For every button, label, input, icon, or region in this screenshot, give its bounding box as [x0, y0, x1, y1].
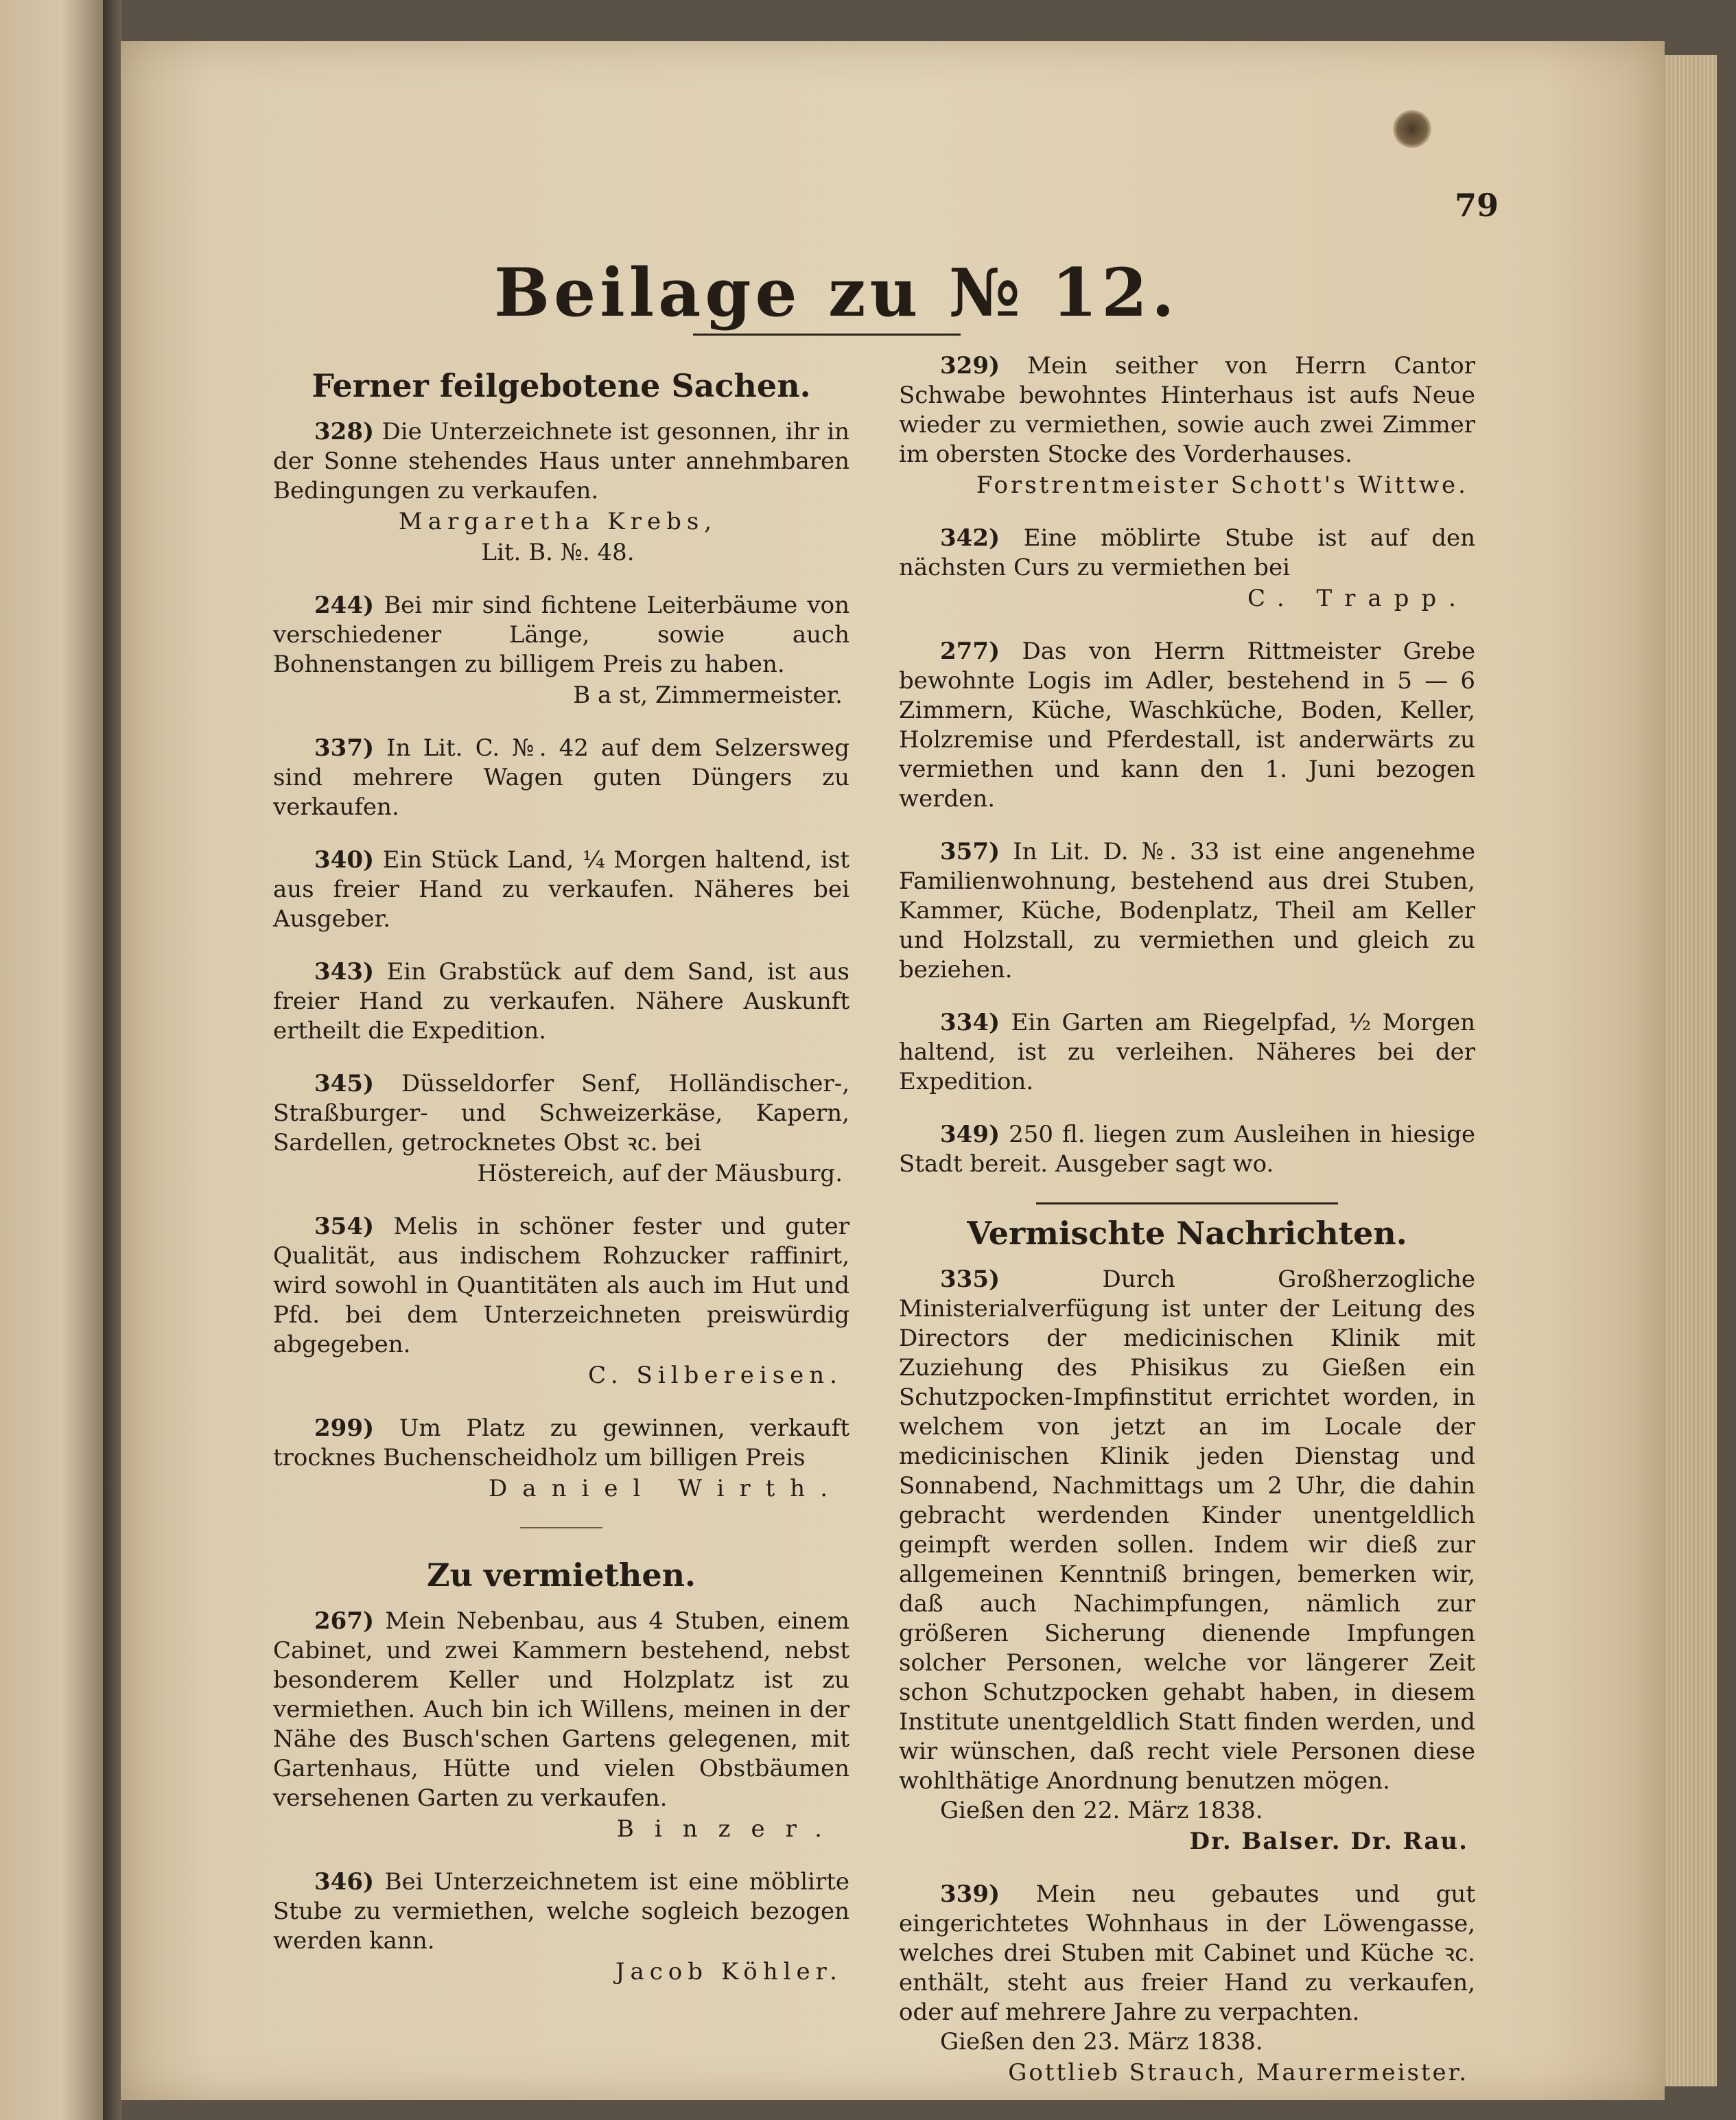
- ad-number: 342): [940, 524, 1000, 552]
- ad-267: [273, 1607, 849, 1844]
- ad-number: 349): [940, 1121, 1000, 1148]
- ad-328: [273, 417, 849, 568]
- ad-text: Mein seither von Herrn Cantor Schwabe bewohntes Hinterhaus ist aufs Neue wieder zu vermiethen, sowie auch zwei Zimmer im obersten Stocke des Vorderhauses.: [899, 352, 1475, 468]
- ad-339: [899, 1880, 1475, 2088]
- ad-number: 343): [314, 958, 375, 986]
- ad-number: 337): [314, 734, 375, 762]
- book-gutter: [103, 0, 122, 2120]
- ad-text: Ein Grabstück auf dem Sand, ist aus freier Hand zu verkaufen. Nähere Auskunft ertheilt die Expedition.: [273, 958, 849, 1045]
- left-page-edge: [0, 0, 103, 2120]
- ad-number: 340): [314, 846, 375, 874]
- ad-text: Melis in schöner fester und guter Qualität, aus indischem Rohzucker raffinirt, wird sowohl in Quantitäten als auch im Hut und Pfd. bei dem Unterzeichneten preiswürdig abgegeben.: [273, 1213, 849, 1358]
- ad-signature: C. Trapp.: [1247, 585, 1468, 612]
- ad-340: [273, 846, 849, 934]
- title-rule: [693, 334, 961, 336]
- ad-text: Die Unterzeichnete ist gesonnen, ihr in der Sonne stehendes Haus unter annehmbaren Bedingungen zu verkaufen.: [273, 418, 849, 504]
- ad-date: Gießen den 22. März 1838.: [940, 1797, 1263, 1824]
- ad-text: Durch Großherzogliche Ministerialverfügung ist unter der Leitung des Directors der medicinischen Klinik mit Zuziehung des Phisikus zu Gießen ein Schutzpocken-Impfinstitut errichtet worden, in welchem von jetzt an im Locale der medicinischen Klinik jeden Dienstag und Sonnabend, Nachmittags um 2 Uhr, die dahin gebracht werdenden Kinder unentgeldlich geimpft werden sollen. Indem wir dieß zur allgemeinen Kenntniß bringen, bemerken wir, daß auch Nachimpfungen, nämlich zur größeren Sicherung dienende Impfungen solcher Personen, welche vor längerer Zeit schon Schutzpocken gehabt haben, in diesem Institute unentgeldlich Statt finden werden, und wir wünschen, daß recht viele Personen diese wohlthätige Anordnung benutzen mögen.: [899, 1266, 1476, 1795]
- left-column: [273, 357, 849, 2010]
- ad-signature: Margaretha Krebs,: [398, 508, 718, 535]
- ad-number: 354): [314, 1213, 375, 1240]
- ad-text: Düsseldorfer Senf, Holländischer-, Straßburger- und Schweizerkäse, Kapern, Sardellen, getrocknetes Obst ꝛc. bei: [273, 1070, 849, 1156]
- ad-text: Bei mir sind fichtene Leiterbäume von verschiedener Länge, sowie auch Bohnenstangen zu billigem Preis zu haben.: [273, 592, 849, 678]
- ad-number: 334): [940, 1009, 1000, 1036]
- ad-357: [899, 837, 1475, 985]
- ad-number: 299): [314, 1414, 375, 1442]
- ink-stain: [1393, 110, 1431, 148]
- ad-343: [273, 957, 849, 1046]
- page-title: Beilage zu № 12.: [494, 254, 1179, 331]
- section-heading-miscellaneous: Vermischte Nachrichten.: [967, 1215, 1407, 1252]
- ad-346: [273, 1867, 849, 1987]
- ad-text: In Lit. C. №. 42 auf dem Selzersweg sind mehrere Wagen guten Düngers zu verkaufen.: [273, 734, 849, 821]
- ad-text: Mein neu gebautes und gut eingerichtetes Wohnhaus in der Löwengasse, welches drei Stuben mit Cabinet und Küche ꝛc. enthält, steht aus freier Hand zu verkaufen, oder auf mehrere Jahre zu verpachten.: [899, 1880, 1475, 2026]
- ad-342: [899, 524, 1475, 614]
- ad-number: 345): [314, 1070, 375, 1097]
- ad-text: Eine möblirte Stube ist auf den nächsten Curs zu vermiethen bei: [899, 524, 1475, 581]
- ad-text: Bei Unterzeichnetem ist eine möblirte Stube zu vermiethen, welche sogleich bezogen werden kann.: [273, 1868, 850, 1955]
- section-divider: [520, 1527, 602, 1528]
- ad-354: [273, 1212, 849, 1390]
- ad-text: Um Platz zu gewinnen, verkauft trocknes Buchenscheidholz um billigen Preis: [273, 1414, 849, 1471]
- ad-number: 346): [314, 1868, 375, 1896]
- ad-signature: Forstrentmeister Schott's Wittwe.: [976, 471, 1468, 499]
- ad-244: [273, 591, 849, 710]
- ad-text: Ein Stück Land, ¼ Morgen haltend, ist aus freier Hand zu verkaufen. Näheres bei Ausgeber.: [273, 846, 850, 933]
- right-column: [899, 351, 1475, 2111]
- ad-text: 250 fl. liegen zum Ausleihen in hiesige Stadt bereit. Ausgeber sagt wo.: [899, 1121, 1475, 1178]
- ad-signature: Dr. Balser. Dr. Rau.: [1189, 1828, 1468, 1855]
- ad-number: 277): [940, 638, 1000, 665]
- ad-text: Ein Garten am Riegelpfad, ½ Morgen haltend, ist zu verleihen. Näheres bei der Expedition.: [899, 1009, 1476, 1095]
- ad-number: 335): [940, 1266, 1000, 1293]
- section-heading-for-sale: Ferner feilgebotene Sachen.: [312, 367, 811, 404]
- ad-349: [899, 1120, 1475, 1179]
- ad-text: Mein Nebenbau, aus 4 Stuben, einem Cabinet, und zwei Kammern bestehend, nebst besonderem Keller und Holzplatz ist zu vermiethen. Auch bin ich Willens, meinen in der Nähe des Busch'schen Gartens gelegenen, mit Gartenhaus, Hütte und vielen Obstbäumen versehenen Garten zu verkaufen.: [273, 1607, 849, 1812]
- ad-299: [273, 1414, 849, 1504]
- ad-address: Lit. B. №. 48.: [481, 539, 635, 566]
- ad-signature: B a st, Zimmermeister.: [573, 682, 843, 709]
- ad-text: In Lit. D. №. 33 ist eine angenehme Familienwohnung, bestehend aus drei Stuben, Kammer, Küche, Bodenplatz, Theil am Keller und Holzstall, zu vermiethen und gleich zu beziehen.: [899, 838, 1475, 983]
- ad-text: Das von Herrn Rittmeister Grebe bewohnte Logis im Adler, bestehend in 5 — 6 Zimmern, Küche, Waschküche, Boden, Keller, Holzremise und Pferdestall, ist anderwärts zu vermiethen und kann den 1. Juni bezogen werden.: [899, 638, 1475, 813]
- ad-number: 244): [314, 592, 375, 619]
- ad-345: [273, 1069, 849, 1189]
- section-heading-for-rent: Zu vermiethen.: [426, 1557, 696, 1594]
- ad-277: [899, 637, 1475, 814]
- ad-334: [899, 1008, 1475, 1097]
- ad-number: 329): [940, 352, 1000, 380]
- ad-number: 357): [940, 838, 1000, 865]
- ad-signature: Höstereich, auf der Mäusburg.: [477, 1160, 843, 1187]
- ad-signature: Daniel Wirth.: [489, 1475, 843, 1502]
- ad-date: Gießen den 23. März 1838.: [940, 2028, 1263, 2055]
- ad-signature: Jacob Köhler.: [615, 1958, 843, 1985]
- ad-signature: Binzer.: [616, 1815, 843, 1843]
- ad-number: 328): [314, 418, 375, 445]
- ad-number: 339): [940, 1880, 1000, 1908]
- ad-329: [899, 351, 1475, 500]
- section-divider: [1036, 1202, 1338, 1204]
- page-number: 79: [1455, 187, 1499, 224]
- ad-signature: C. Silbereisen.: [588, 1362, 843, 1389]
- ad-335: [899, 1265, 1475, 1856]
- ad-337: [273, 734, 849, 822]
- ad-number: 267): [314, 1607, 375, 1635]
- ad-signature: Gottlieb Strauch, Maurermeister.: [1008, 2059, 1468, 2086]
